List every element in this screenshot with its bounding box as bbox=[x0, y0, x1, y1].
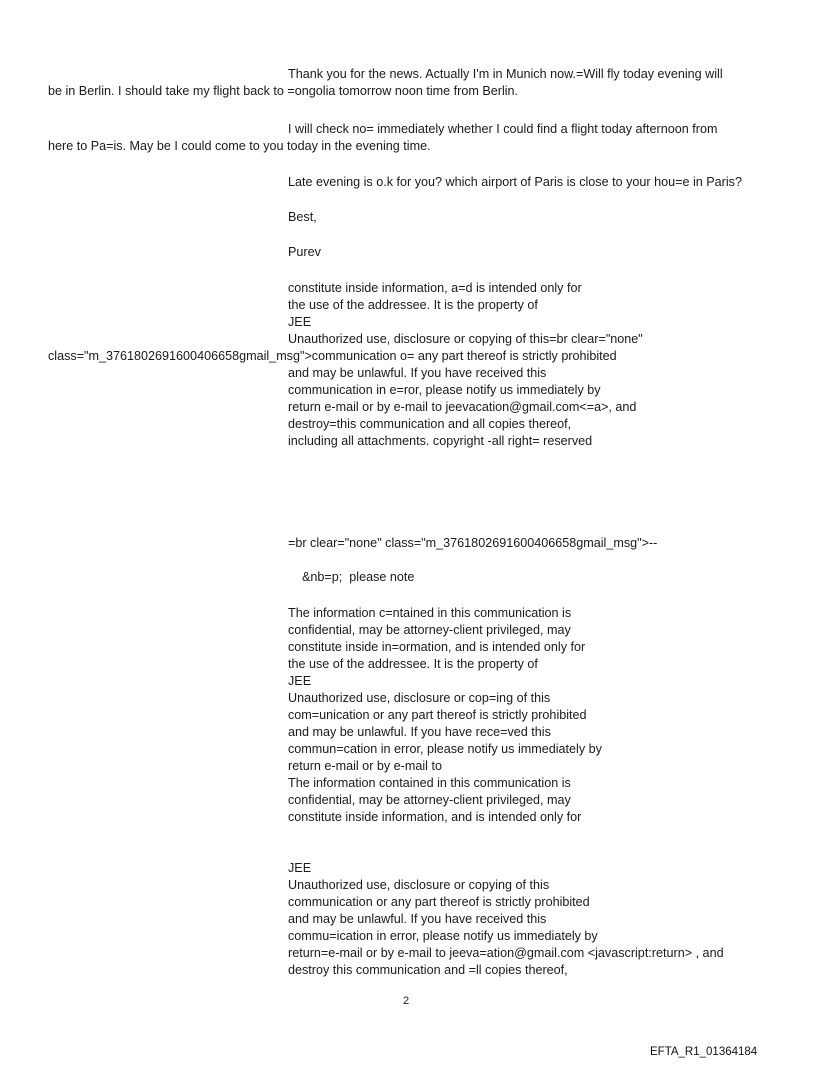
disclaimer-line: Unauthorized use, disclosure or copying of this=br clear="none" bbox=[288, 332, 643, 346]
disclaimer-line: communication in e=ror, please notify us immediately by bbox=[288, 383, 601, 397]
closing: Best, bbox=[288, 210, 317, 224]
disclaimer-line: The information contained in this communication is bbox=[288, 776, 571, 790]
disclaimer-line: The information c=ntained in this communication is bbox=[288, 606, 572, 620]
page-number: 2 bbox=[403, 995, 410, 1007]
please-note: &nb=p; please note bbox=[302, 570, 415, 584]
disclaimer-line: constitute inside in=ormation, and is intended only for bbox=[288, 640, 586, 654]
disclaimer-line: and may be unlawful. If you have received this bbox=[288, 366, 547, 380]
disclaimer-line: commu=ication in error, please notify us immediately by bbox=[288, 929, 598, 943]
disclaimer-line: return e-mail or by e-mail to bbox=[288, 759, 442, 773]
disclaimer-line: destroy this communication and =ll copies thereof, bbox=[288, 963, 568, 977]
email-line: be in Berlin. I should take my flight back to =ongolia tomorrow noon time from Berlin. bbox=[48, 84, 519, 98]
disclaimer-line: com=unication or any part thereof is strictly prohibited bbox=[288, 708, 587, 722]
disclaimer-line: confidential, may be attorney-client privileged, may bbox=[288, 623, 571, 637]
disclaimer-line: confidential, may be attorney-client privileged, may bbox=[288, 793, 571, 807]
disclaimer-line: constitute inside information, a=d is intended only for bbox=[288, 281, 582, 295]
email-line: Late evening is o.k for you? which airport of Paris is close to your hou=e in Paris? bbox=[288, 175, 742, 189]
markup-line: =br clear="none" class="m_3761802691600406658gmail_msg">-- bbox=[288, 536, 658, 550]
disclaimer-line: JEE bbox=[288, 861, 312, 875]
disclaimer-line: Unauthorized use, disclosure or copying of this bbox=[288, 878, 550, 892]
email-line: I will check no= immediately whether I could find a flight today afternoon from bbox=[288, 122, 718, 136]
disclaimer-line: communication or any part thereof is strictly prohibited bbox=[288, 895, 590, 909]
disclaimer-line: the use of the addressee. It is the property of bbox=[288, 298, 538, 312]
disclaimer-line: return=e-mail or by e-mail to jeeva=ation@gmail.com <javascript:return> , and bbox=[288, 946, 724, 960]
bates-number: EFTA_R1_01364184 bbox=[650, 1046, 758, 1058]
disclaimer-line: and may be unlawful. If you have received this bbox=[288, 912, 547, 926]
disclaimer-line: Unauthorized use, disclosure or cop=ing of this bbox=[288, 691, 551, 705]
disclaimer-line: constitute inside information, and is intended only for bbox=[288, 810, 582, 824]
email-line: here to Pa=is. May be I could come to you today in the evening time. bbox=[48, 139, 431, 153]
disclaimer-line: JEE bbox=[288, 315, 312, 329]
disclaimer-line: return e-mail or by e-mail to jeevacation@gmail.com<=a>, and bbox=[288, 400, 637, 414]
disclaimer-line: JEE bbox=[288, 674, 312, 688]
disclaimer-line: commun=cation in error, please notify us immediately by bbox=[288, 742, 602, 756]
disclaimer-line: and may be unlawful. If you have rece=ved this bbox=[288, 725, 551, 739]
disclaimer-line: destroy=this communication and all copies thereof, bbox=[288, 417, 572, 431]
disclaimer-line: the use of the addressee. It is the property of bbox=[288, 657, 538, 671]
disclaimer-line: class="m_3761802691600406658gmail_msg">communication o= any part thereof is strictly prohibited bbox=[48, 349, 617, 363]
signature: Purev bbox=[288, 245, 321, 259]
disclaimer-line: including all attachments. copyright -all right= reserved bbox=[288, 434, 593, 448]
email-line: Thank you for the news. Actually I'm in Munich now.=Will fly today evening will bbox=[288, 67, 723, 81]
